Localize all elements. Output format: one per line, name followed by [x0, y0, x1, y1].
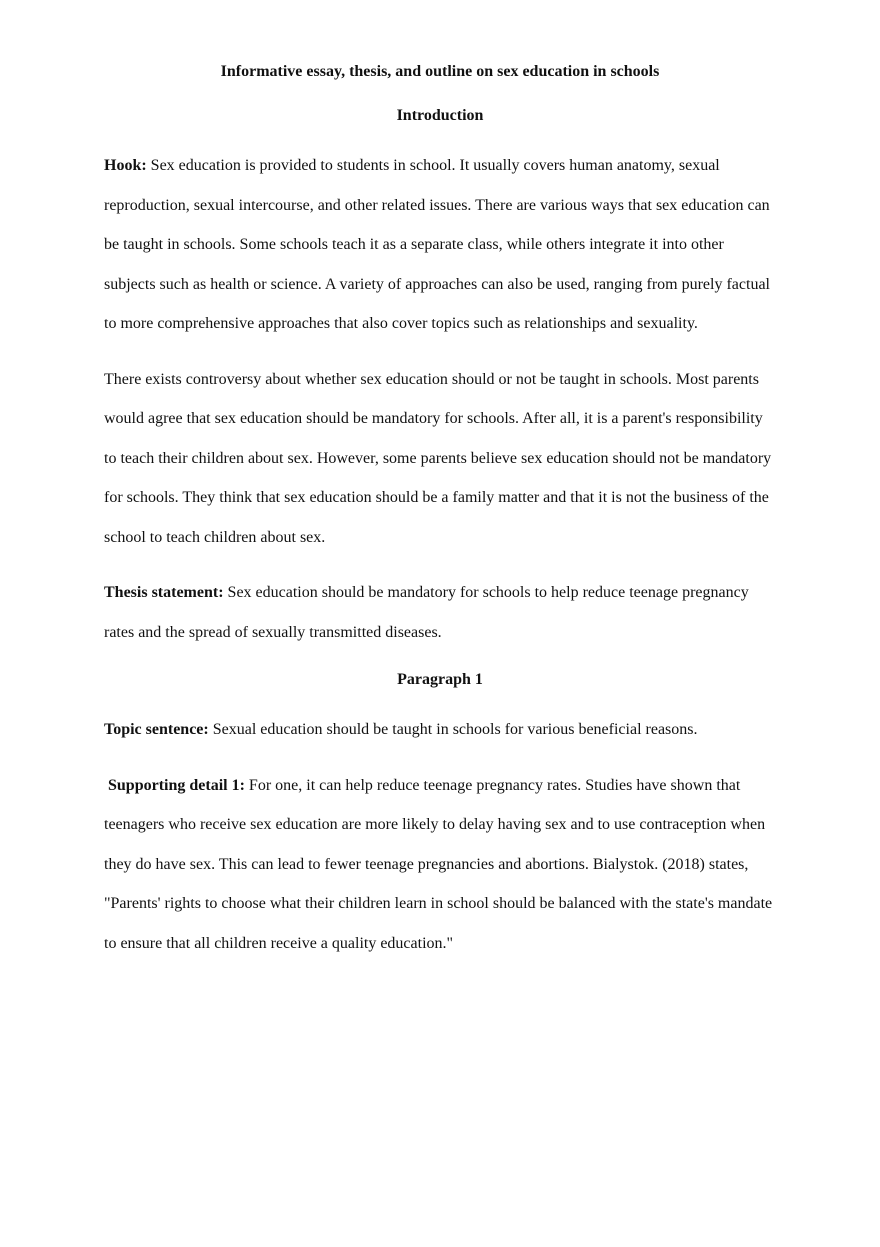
hook-text: Sex education is provided to students in school. It usually covers human anatomy, sexual reproduction, sexual intercourse, and other related issues. There are various ways that sex education can be taught in schools. Some schools teach it as a separate class, while others integrate it into other subjects such as health or science. A variety of approaches can also be used, ranging from purely factual to more comprehensive approaches that also cover topics such as relationships and sexuality.: [104, 157, 770, 332]
supporting-detail-1-paragraph: [104, 766, 776, 964]
document-body: [104, 60, 776, 979]
paragraph1-heading: Paragraph 1: [397, 671, 483, 688]
topic-sentence-paragraph: [104, 710, 776, 750]
thesis-label: Thesis statement:: [104, 584, 224, 601]
introduction-heading: Introduction: [396, 107, 484, 124]
topic-sentence-label: Topic sentence:: [104, 721, 209, 738]
thesis-text: Sex education should be mandatory for schools to help reduce teenage pregnancy rates and the spread of sexually transmitted diseases.: [104, 584, 749, 641]
topic-sentence-text: Sexual education should be taught in schools for various beneficial reasons.: [208, 721, 698, 738]
hook-paragraph: [104, 146, 776, 344]
supporting-detail-1-text: For one, it can help reduce teenage pregnancy rates. Studies have shown that teenagers who receive sex education are more likely to delay having sex and to use contraception when they do have sex. This can lead to fewer teenage pregnancies and abortions. Bialystok. (2018) states, "Parents' rights to choose what their children learn in school should be balanced with the state's mandate to ensure that all children receive a quality education.": [104, 776, 773, 952]
thesis-paragraph: [104, 573, 776, 652]
hook-label: Hook:: [104, 157, 147, 174]
document-title: Informative essay, thesis, and outline on sex education in schools: [220, 63, 660, 80]
controversy-paragraph: There exists controversy about whether sex education should or not be taught in schools. Most parents would agree that sex education should be mandatory for schools. After all, it is a parent's responsibility to teach their children about sex. However, some parents believe sex education should not be mandatory for schools. They think that sex education should be a family matter and that it is not the business of the school to teach children about sex.: [104, 370, 772, 546]
supporting-detail-1-label: Supporting detail 1:: [108, 776, 245, 794]
